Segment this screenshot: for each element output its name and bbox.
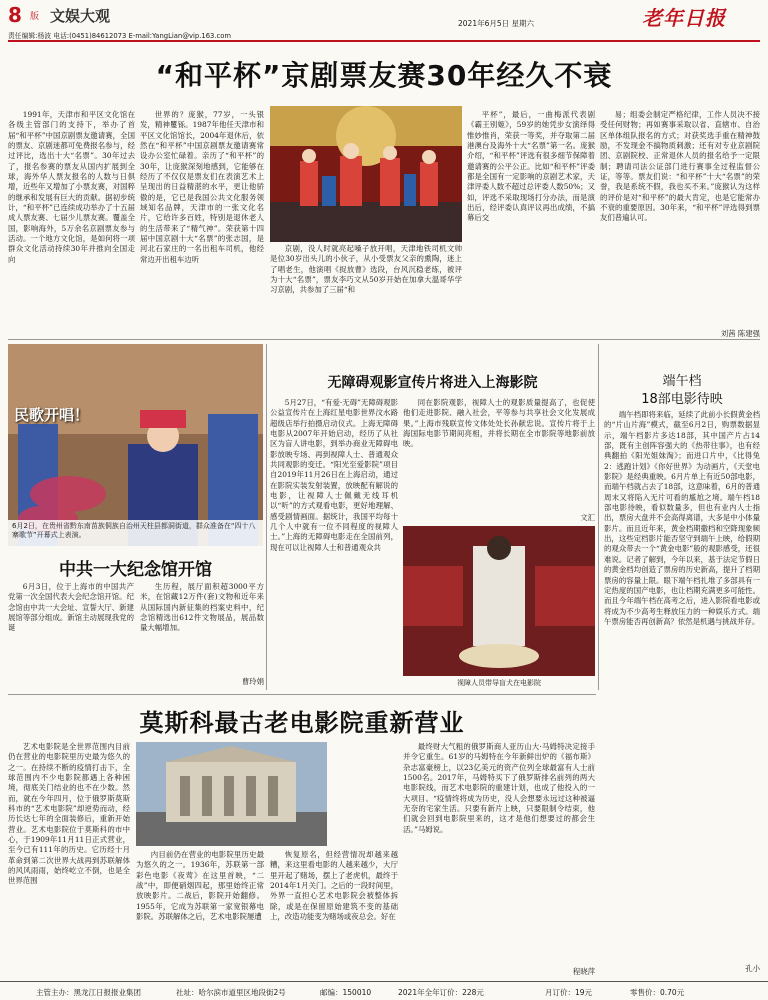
- article-peace-cup-byline: 刘茜 陈建强: [720, 329, 760, 338]
- moscow-cinema-image: [136, 742, 327, 846]
- folk-song-image: [8, 344, 263, 546]
- article-moscow-col2: 内目前仍在营业的电影院里历史最为悠久的之一。1936年，苏联第一部彩色电影《夜莺》在这里首映，“二战”中，即便硝烟四起，那里始终正常放映影片。二战后，影院开始翻修。1955年，它成为苏联第一家宽银幕电影院。苏联解体之后，艺术电影院屡遭: [136, 850, 264, 922]
- article-barrier-free-byline: 文汇: [580, 513, 595, 522]
- headline-peace-cup: “和平杯”京剧票友赛30年经久不衰: [155, 59, 613, 92]
- opera-stage-photo: [270, 106, 462, 242]
- page-header: [0, 0, 768, 40]
- subheadline-18-films: 18部电影待映: [641, 392, 723, 407]
- footer-annual-price: 2021年全年订价：228元: [398, 988, 484, 997]
- folk-song-caption: 6月2日，在贵州省黔东南苗族侗族自治州天柱县都洞街道，群众准备在“四十八寨歌节”开幕式上表演。: [8, 520, 263, 546]
- article-dragon-boat-body: 端午档即将来临，延续了此前小长假黄金档的“片山片海”模式，截至6月2日，购票数据显示，端午档影片多达18部，其中国产片占14部，既有主创阵容强大的《热带往事》，也有经典翻拍《阳光姐妹淘》；而进口片中，《比得兔2：逃跑计划》《你好世界》为动画片，《天堂电影院》是经典重映。6月片单上有近50部电影，而端午档就占去了18部，这意味着，6月的普通周末又将陷入无片可看的尴尬之境。端午档18部电影待映，看似数量多，但也有业内人士指出，票房大盘并不会高得离谱，大多是中小体量影片。而且近年来，黄金档期撒档和空降现象频出，这些定档影片能否坚守到端午上映，给假期的观众带去一个“黄金电影”般的观影感受，还很难说。记者了解到，今年以来，基于法定节假日的黄金档均创造了票房的历史新高，提升了档期票房的容量上限。眼下端午档扎堆了多部具有一定热度的国产电影，也让档期充满更多可能性。而且今年端午档在高考之后，进入影院看电影或将成为不少高考生释放压力的一种娱乐方式。端午票房能否再创新高？依然是机遇与挑战并存。: [604, 410, 760, 626]
- cinema-photo-caption: 视障人员带导盲犬在电影院: [457, 679, 541, 687]
- article-peace-cup-col5: 易；组委会制定严格纪律，工作人员决不接受任何财物；再如赛事采取以省、直辖市、自治区单体组队报名的方式；对获奖选手重在精神鼓励，不发现金不搞物质刺激；还有对专业京剧院团、京剧院校、正常退休人员的报名给予一定限制；聘请司法公证部门进行赛事全过程监督公证，等等。票友们说：“和平杯”十大“名票”的荣誉，我是系统不假，我也买不来。”庞猴认为这样的评价是对“和平杯”的最大肯定，也是它能常办不衰的重要原因。30年来，“和平杯”评选得到票友们普遍认可。: [600, 110, 760, 223]
- article-peace-cup-col3: 京剧，没人时就亮起嗓子放开唱，天津地铁司机文帅是位30岁出头儿的小伙子，从小受票友父亲的熏陶，迷上了唱老生，他演唱《捉放曹》选段，台风沉稳老练，被评为十大“名票”，票友李巧文从50岁开始在加拿大温哥华学习京剧，共参加了三届“和: [270, 244, 462, 295]
- editor-info: 责任编辑:杨波 电话:(0451)84612073 E-mail:YangLian@vip.163.com: [8, 32, 232, 40]
- section-title: 文娱大观: [50, 7, 111, 25]
- article-moscow-col3: 恢复原名，但经营情况却越来越糟，来这里看电影的人越来越少，大厅里开起了赌场，摆上了老虎机，最终于2014年1月关门。之后的一段时间里，外界一直担心艺术电影院会被整体拆除，或是在保留原始建筑不变的基础上，改造功能变为赌场或夜总会。好在: [270, 850, 398, 922]
- header-divider: [8, 40, 760, 42]
- article-cpc-byline: 曹玲娟: [241, 677, 264, 686]
- footer-retail-price: 零售价：0.70元: [630, 988, 685, 997]
- headline-barrier-free-film: 无障碍观影宣传片将进入上海影院: [327, 375, 538, 391]
- folk-song-photo: [8, 344, 263, 546]
- article-barrier-free-col2: 同在影院观影，视障人士的观影质量提高了，也促使他们走进影院、融入社会，平等参与共享社会文化发展成果。”上海市残联宣传文体处处长孙献忠说。宣传片将于上海国际电影节期间亮相，并将长期在全市影院等地影前放映。: [403, 398, 595, 449]
- article-cpc-col1: 6月3日，位于上海市的中国共产党第一次全国代表大会纪念馆开馆。纪念馆由中共一大会址、宣誓大厅、新建展馆等部分组成。新馆主动展现我党的诞: [8, 582, 134, 633]
- moscow-cinema-photo: [136, 742, 327, 846]
- divider: [8, 694, 596, 695]
- cinema-guide-dog-photo: [403, 526, 595, 676]
- footer-publisher: 主管主办：黑龙江日报报业集团: [36, 988, 141, 997]
- article-peace-cup-col2: 世界的？庞猴，77岁，一头银发，精神矍铄。1987年他任天津市和平区文化馆馆长，2004年退休后，依然在“和平杯”中国京剧票友邀请赛常设办公室忙碌着。亲历了“和平杯”的30年，让庞猴深刻地感到，它能够在经历了不仅仅是票友们在表演艺术上呈现出的日益精湛的水平，更让他骄傲的是，它已是我国公共文化服务领域知名品牌，天津市的一张文化名片，它给许多百姓，特别是退休老人的生活带来了“精气神”。荣获第十四届中国京剧十大“名票”的张志国，是河北石家庄的一名出租车司机，他经常边开出租车边听: [140, 110, 264, 264]
- footer-monthly-price: 月订价：19元: [545, 988, 593, 997]
- article-peace-cup-col4: 平杯”，最后，一曲梅派代表剧《霸王别姬》，59岁的她凭步女演绎得惟妙惟肖，荣获一等奖，并夺取第二届港澳台及海外十大“名票”第一名。庞猴介绍，“和平杯”评选有很多细节保障着邀请赛的公平公正。比如“和平杯”评委都是全国有一定影响的京剧艺术家，天津评委人数不超过总评委人数50%；又如，评选不采取现场打分办法，而是演出后，经评委认真评议再出成绩，不搞幕后交: [467, 110, 595, 223]
- opera-photo-image: [270, 106, 462, 242]
- page-footer: [0, 981, 768, 1000]
- cinema-photo-image: [403, 526, 595, 676]
- article-moscow-col4: 最终财大气粗的俄罗斯商人亚历山大·马姆特决定接手并令它重生。61岁的马姆特在今年新鲜出炉的《福布斯》杂志富豪榜上，以23亿美元的资产位列全球最富有人士前1500名。2017年，马姆特买下了俄罗斯排名前列的两大电影院线，而艺术电影院的重建计划，也成了他投入的一大项目。“疫情终将成为历史，没人会想要永远过这种被逼无奈的宅家生活。只要有新片上映，只要限制令结束，他们就会回到电影院里来的，这才是他们想要过的都会生活。”马姆说。: [403, 742, 595, 834]
- footer-postcode: 邮编：150010: [320, 988, 372, 997]
- divider: [266, 344, 267, 690]
- article-cpc-col2: 生历程，展厅面积超3000平方米，在馆藏12万件(套)文物和近年来从国际国内新征集的档案史料中，纪念馆精选出612件文物展品，展品数量大幅增加。: [140, 582, 264, 633]
- footer-address: 社址：哈尔滨市道里区地段街2号: [176, 988, 286, 997]
- article-moscow-byline: 程晓萍: [572, 967, 595, 976]
- headline-dragon-boat: 端午档: [662, 374, 702, 389]
- divider: [8, 339, 760, 340]
- issue-date: 2021年6月5日 星期六: [458, 19, 535, 28]
- article-barrier-free-col1: 5月27日，“有爱·无碍”无障碍观影公益宣传片在上海红星电影世界汶水路超级店举行拍摄启动仪式。上海无障碍电影从2007年开始启动，经历了从社区为盲人讲电影，到举办商业无障碍电影放映专场、再到视障人士、普通观众共同观影的变迁。“阳光至爱影院”项目自2019年11月26日在上海启动，通过在影院实装发射装置，放映配有解说的电影，让视障人士佩戴无线耳机以“听”的方式观看电影，更好地理解、感受剧情画面。据统计，我国平均每十几个人中就有一位不同程度的视障人士。”上海的无障碍电影走在全国前列，现在可以让视障人士和普通观众共: [270, 398, 398, 552]
- folk-song-overlay-text: 民歌开唱！: [14, 406, 90, 424]
- headline-moscow-cinema: 莫斯科最古老电影院重新营业: [139, 709, 465, 737]
- article-moscow-col1: 艺术电影院是全世界范围内目前仍在营业的电影院里历史最为悠久的之一。在持续不断的疫情打击下，全球范围内不少电影院都遇上各种困境，彻底关门结业的也不在少数。然而，就在今年四月，位于俄罗斯莫斯科市的“艺术电影院”却逆势而动，经历长达七年的全面装修后，重新开始营业。艺术电影院位于莫斯科的市中心，于1909年11月11日正式营业，至今已有111年的历史。它历经十月革命到第二次世界大战再到苏联解体的风风雨雨，始终屹立不倒，也是全世界范围: [8, 742, 130, 886]
- headline-cpc-museum: 中共一大纪念馆开馆: [59, 560, 212, 580]
- article-peace-cup-col1: 1991年，天津市和平区文化馆在各级主管部门的支持下，举办了首届“和平杯”中国京剧票友邀请赛，全国的票友、京剧迷都可免费报名参与，经过评比，选出十大“名票”。30年过去了，报名参赛的票友从国内扩展到全球，海外华人票友报名的人数与日俱增，近些年又增加了小票友赛，对国粹的继承和发展有巨大的贡献。据初步统计，“和平杯”已连续成功举办了十五届成人票友赛、七届少儿票友赛。覆盖全国，影响海外，5万余名京剧票友参与活动。一个地方文化馆，是如何将一项群众文化活动持续30年并推向全国走向: [8, 110, 135, 264]
- divider: [598, 344, 599, 690]
- article-dragon-boat-byline: 孔小: [745, 964, 760, 973]
- masthead-logo: 老年日报: [642, 6, 726, 30]
- page-label: 版: [30, 12, 40, 22]
- page-number: 8: [8, 3, 22, 27]
